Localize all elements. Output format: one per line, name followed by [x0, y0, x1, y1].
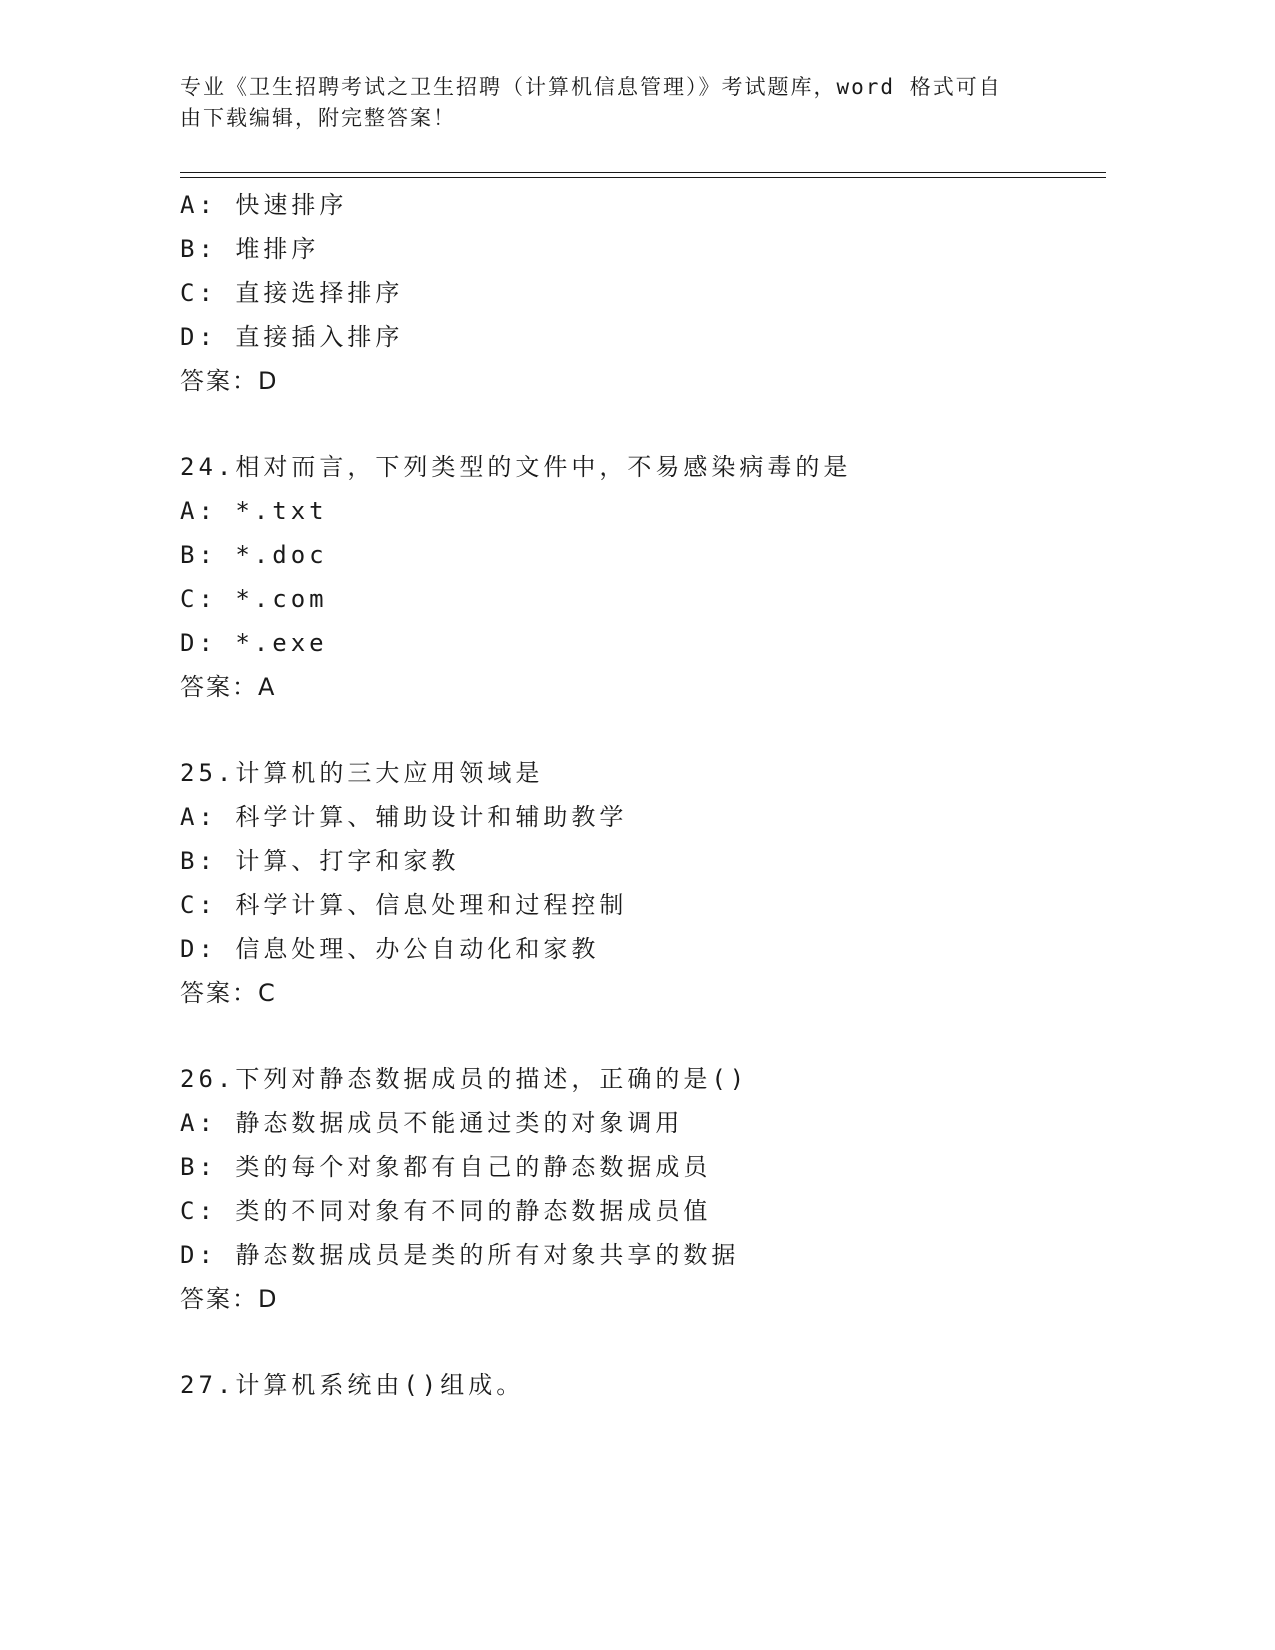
question-list [180, 183, 1110, 1407]
option-a: A: 快速排序 [180, 191, 348, 219]
option-b: B: *.doc [180, 541, 328, 569]
answer: 答案：D [180, 1285, 279, 1313]
option-d: D: 静态数据成员是类的所有对象共享的数据 [180, 1241, 740, 1269]
question-27 [180, 1363, 1110, 1407]
question-24 [180, 445, 1110, 709]
spacer [180, 403, 1110, 445]
option-a: A: 科学计算、辅助设计和辅助教学 [180, 803, 628, 831]
answer: 答案：D [180, 367, 279, 395]
option-b: B: 类的每个对象都有自己的静态数据成员 [180, 1153, 712, 1181]
option-c: C: 直接选择排序 [180, 279, 404, 307]
question-stem: 27.计算机系统由()组成。 [180, 1371, 525, 1399]
option-b: B: 计算、打字和家教 [180, 847, 460, 875]
option-c: C: *.com [180, 585, 328, 613]
option-d: D: *.exe [180, 629, 328, 657]
option-a: A: *.txt [180, 497, 328, 525]
option-c: C: 类的不同对象有不同的静态数据成员值 [180, 1197, 712, 1225]
spacer [180, 1015, 1110, 1057]
answer: 答案：A [180, 673, 277, 701]
option-a: A: 静态数据成员不能通过类的对象调用 [180, 1109, 684, 1137]
header-line-1: 专业《卫生招聘考试之卫生招聘（计算机信息管理）》考试题库，word 格式可自 [180, 75, 1002, 99]
option-d: D: 直接插入排序 [180, 323, 404, 351]
document-header [180, 72, 1060, 134]
option-d: D: 信息处理、办公自动化和家教 [180, 935, 600, 963]
header-divider-bottom [180, 177, 1106, 178]
question-23 [180, 183, 1110, 403]
spacer [180, 709, 1110, 751]
answer: 答案：C [180, 979, 277, 1007]
question-25 [180, 751, 1110, 1015]
header-line-2: 由下载编辑，附完整答案！ [180, 106, 456, 130]
question-stem: 25.计算机的三大应用领域是 [180, 759, 544, 787]
question-26 [180, 1057, 1110, 1321]
question-stem: 26.下列对静态数据成员的描述，正确的是() [180, 1065, 749, 1093]
option-b: B: 堆排序 [180, 235, 320, 263]
option-c: C: 科学计算、信息处理和过程控制 [180, 891, 628, 919]
spacer [180, 1321, 1110, 1363]
question-stem: 24.相对而言，下列类型的文件中，不易感染病毒的是 [180, 453, 852, 481]
header-divider-top [180, 172, 1106, 173]
